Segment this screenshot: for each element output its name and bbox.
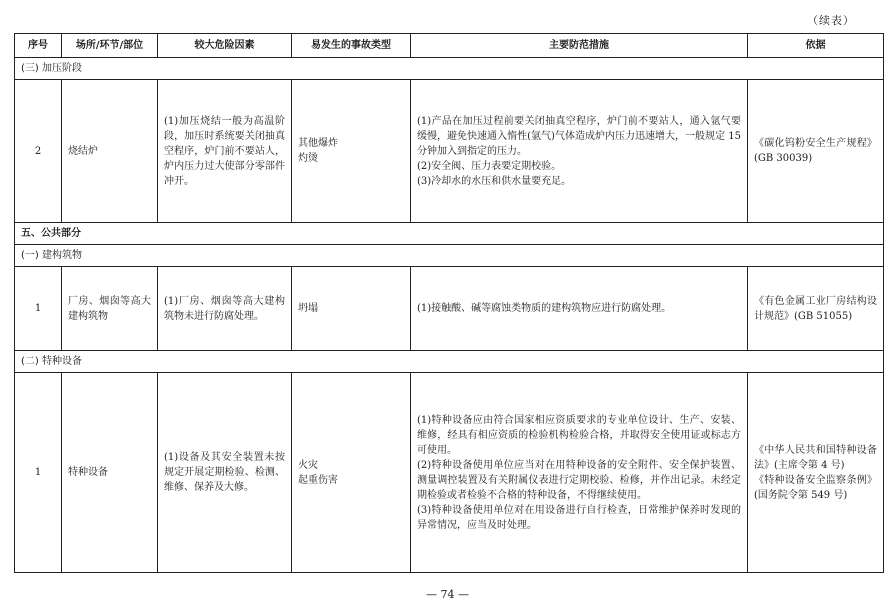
accident-line: 其他爆炸 — [298, 138, 338, 149]
section-row-pressurize — [15, 58, 884, 80]
cell-basis — [748, 373, 884, 573]
section-row-buildings — [15, 245, 884, 267]
table-row-factory — [15, 267, 884, 351]
cell-basis: 《有色金属工业厂房结构设计规范》(GB 51055) — [748, 267, 884, 351]
cell-accident — [292, 80, 411, 223]
accident-line: 灼烫 — [298, 153, 318, 164]
header-hazard: 较大危险因素 — [158, 34, 292, 58]
header-accident: 易发生的事故类型 — [292, 34, 411, 58]
measure-item: (2)特种设备使用单位应当对在用特种设备的安全附件、安全保护装置、测量调控装置及有关附属仪表进行定期校验、检修，并作出记录。未经定期检验或者检验不合格的特种设备，不得继续使用。 — [417, 459, 741, 501]
cell-hazard: (1)加压烧结一般为高温阶段，加压时系统要关闭抽真空程序，炉门前不要站人，炉内压力过大使部分零部件冲开。 — [158, 80, 292, 223]
cell-measures — [411, 267, 748, 351]
section-public: 五、公共部分 — [15, 223, 884, 245]
cell-accident — [292, 373, 411, 573]
cell-measures — [411, 80, 748, 223]
measure-item: (1)特种设备应由符合国家相应资质要求的专业单位设计、生产、安装、维修，经具有相应资质的检验机构检验合格，并取得安全使用证或标志方可使用。 — [417, 414, 741, 456]
header-measures: 主要防范措施 — [411, 34, 748, 58]
cell-location: 烧结炉 — [62, 80, 158, 223]
cell-hazard: (1)设备及其安全装置未按规定开展定期检验、检测、维修、保养及大修。 — [158, 373, 292, 573]
accident-line: 坍塌 — [298, 303, 318, 314]
basis-line: 《特种设备安全监察条例》(国务院令第 549 号) — [754, 474, 877, 501]
measure-item: (3)冷却水的水压和供水量要充足。 — [417, 175, 572, 187]
basis-line: 《中华人民共和国特种设备法》(主席令第 4 号) — [754, 444, 877, 471]
accident-line: 火灾 — [298, 459, 318, 471]
hazard-table — [14, 33, 884, 573]
header-basis: 依据 — [748, 34, 884, 58]
continued-label: （续表） — [807, 14, 855, 27]
measure-item: (1)产品在加压过程前要关闭抽真空程序，炉门前不要站人，通入氩气要缓慢，避免快速通入惰性(氩气)气体造成炉内压力迅速增大，一般规定 15 分钟加入到指定的压力。 — [417, 115, 741, 157]
cell-seq: 1 — [15, 373, 62, 573]
table-row-sintering — [15, 80, 884, 223]
accident-line: 起重伤害 — [298, 474, 338, 486]
cell-location: 厂房、烟囱等高大建构筑物 — [62, 267, 158, 351]
cell-seq: 2 — [15, 80, 62, 223]
header-location: 场所/环节/部位 — [62, 34, 158, 58]
cell-measures — [411, 373, 748, 573]
cell-hazard: (1)厂房、烟囱等高大建构筑物未进行防腐处理。 — [158, 267, 292, 351]
table-row-equipment — [15, 373, 884, 573]
section-pressurize: (三) 加压阶段 — [15, 58, 884, 80]
section-buildings: (一) 建构筑物 — [15, 245, 884, 267]
page-number: — 74 — — [426, 588, 469, 601]
section-special-equipment: (二) 特种设备 — [15, 351, 884, 373]
cell-accident — [292, 267, 411, 351]
cell-basis: 《碳化钨粉安全生产规程》(GB 30039) — [748, 80, 884, 223]
measure-item: (2)安全阀、压力表要定期校验。 — [417, 160, 562, 172]
measure-item: (3)特种设备使用单位对在用设备进行自行检查，日常维护保养时发现的异常情况，应当及时处理。 — [417, 504, 741, 531]
header-row — [15, 34, 884, 58]
measure-item: (1)接触酸、碱等腐蚀类物质的建构筑物应进行防腐处理。 — [417, 303, 672, 314]
cell-location: 特种设备 — [62, 373, 158, 573]
section-row-public — [15, 223, 884, 245]
section-row-special-equipment — [15, 351, 884, 373]
cell-seq: 1 — [15, 267, 62, 351]
header-seq: 序号 — [15, 34, 62, 58]
